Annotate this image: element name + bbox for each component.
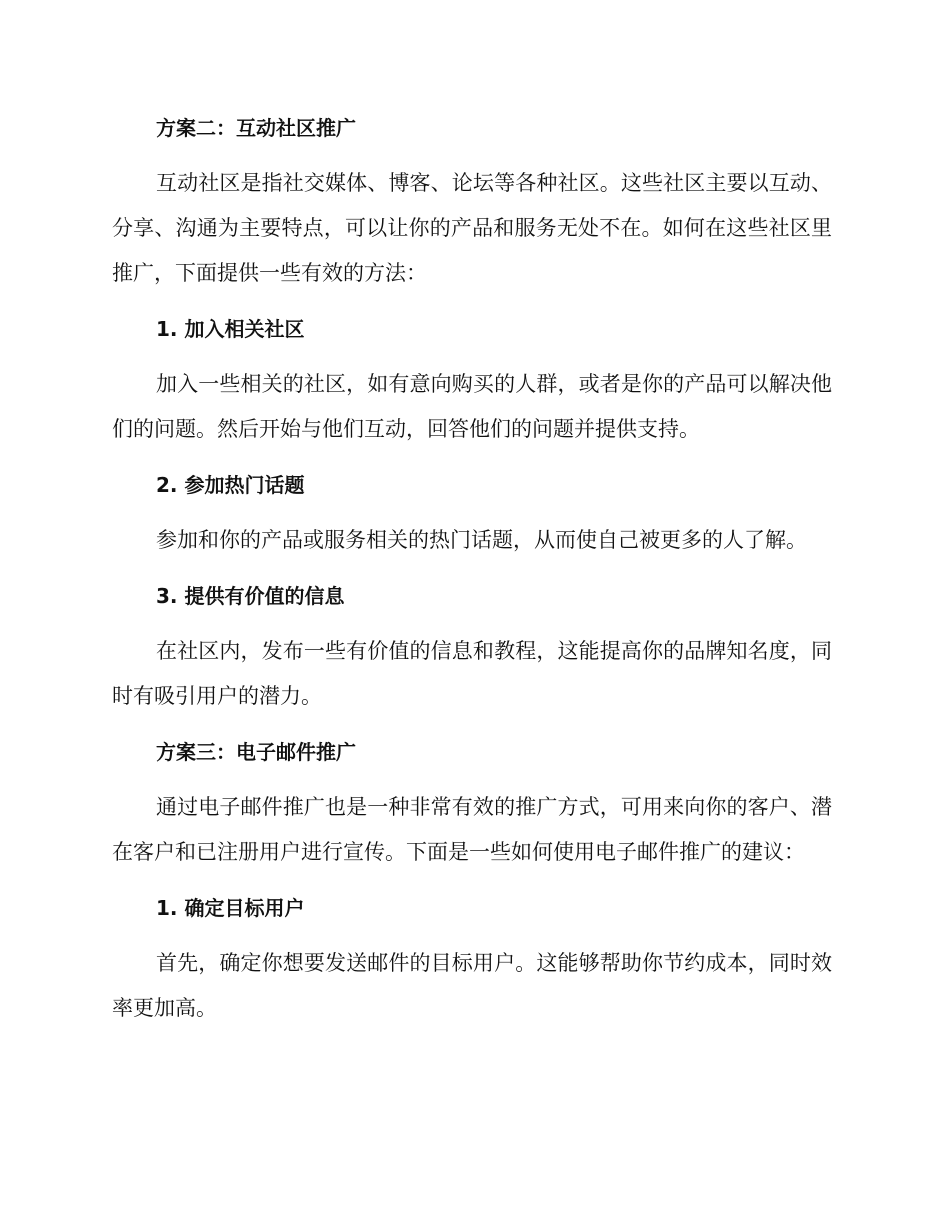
subheading-target-users: 1. 确定目标用户: [156, 896, 305, 920]
paragraph-email-intro: 通过电子邮件推广也是一种非常有效的推广方式，可用来向你的客户、潜在客户和已注册用户进行宣传。下面是一些如何使用电子邮件推广的建议：: [112, 795, 832, 864]
paragraph-community-intro: 互动社区是指社交媒体、博客、论坛等各种社区。这些社区主要以互动、分享、沟通为主要特点，可以让你的产品和服务无处不在。如何在这些社区里推广，下面提供一些有效的方法：: [112, 171, 832, 285]
subheading-join-communities: 1. 加入相关社区: [156, 317, 305, 341]
section-heading-plan-two: 方案二：互动社区推广: [156, 116, 356, 140]
subheading-hot-topics: 2. 参加热门话题: [156, 473, 305, 497]
section-heading-plan-three: 方案三：电子邮件推广: [156, 740, 356, 764]
paragraph-valuable-info: 在社区内，发布一些有价值的信息和教程，这能提高你的品牌知名度，同时有吸引用户的潜力。: [112, 639, 832, 708]
paragraph-join-communities: 加入一些相关的社区，如有意向购买的人群，或者是你的产品可以解决他们的问题。然后开始与他们互动，回答他们的问题并提供支持。: [112, 372, 832, 441]
subheading-valuable-info: 3. 提供有价值的信息: [156, 584, 345, 608]
paragraph-hot-topics: 参加和你的产品或服务相关的热门话题，从而使自己被更多的人了解。: [156, 528, 807, 552]
document-body: [112, 108, 832, 1044]
paragraph-target-users: 首先，确定你想要发送邮件的目标用户。这能够帮助你节约成本，同时效率更加高。: [112, 951, 832, 1020]
